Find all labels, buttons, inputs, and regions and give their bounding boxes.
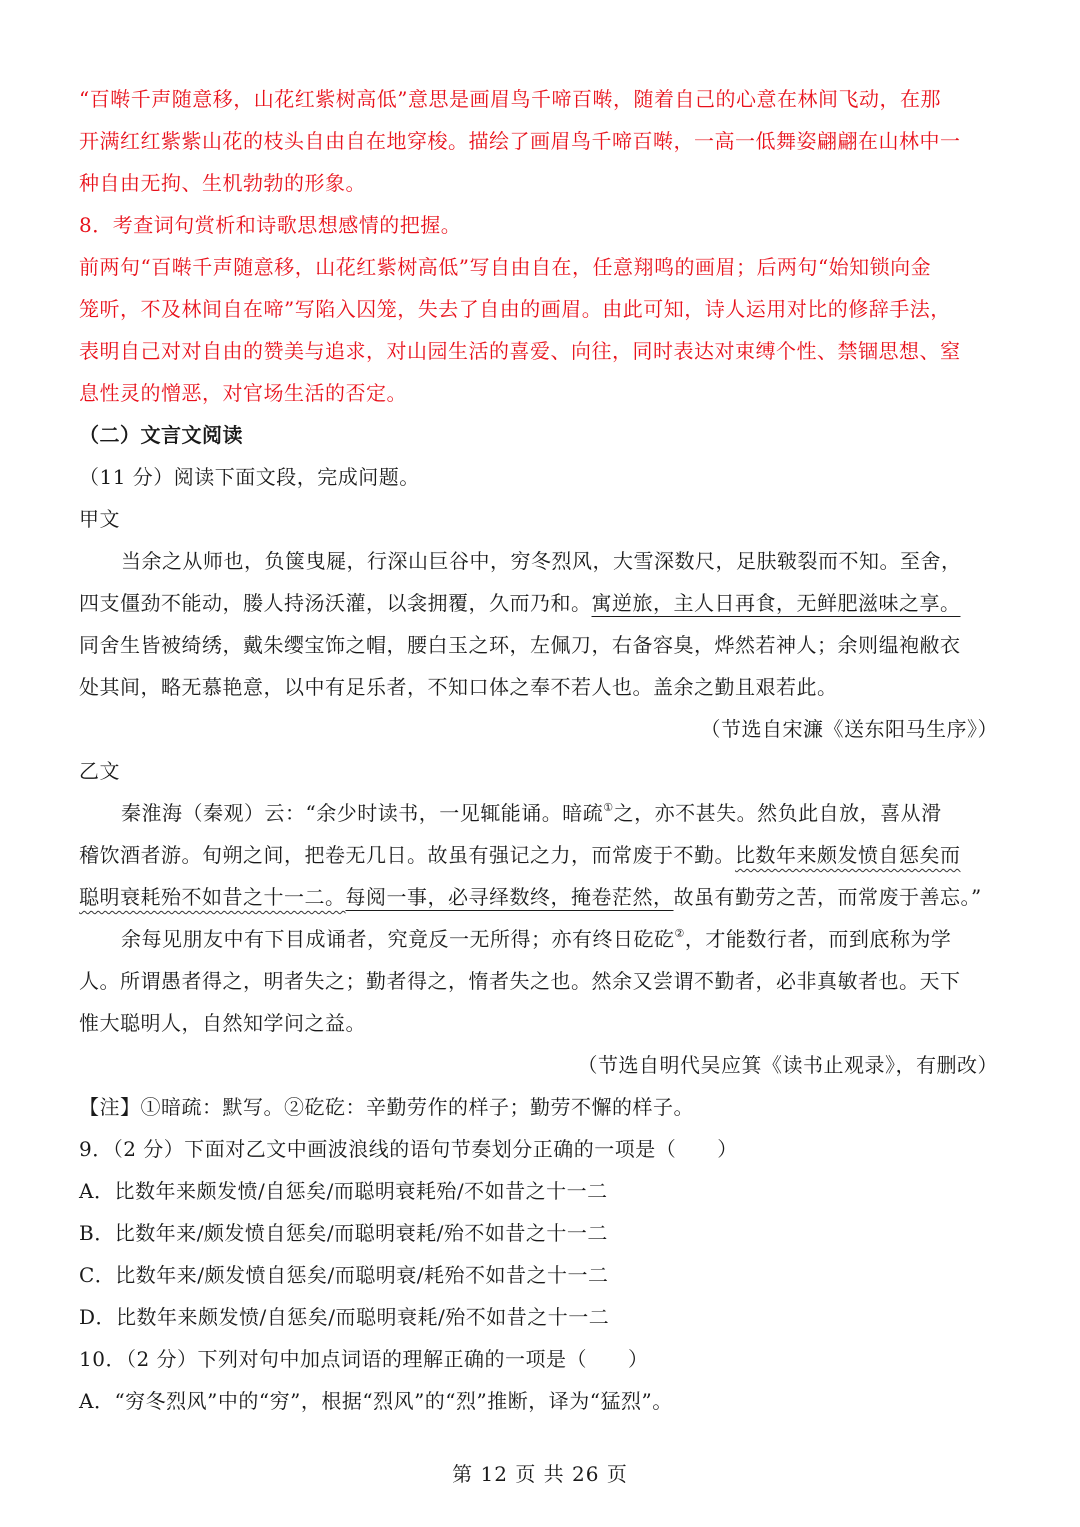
underlined-sentence: 寓逆旅，主人日再食，无鲜肥滋味之享。: [591, 591, 961, 615]
page-footer: 第 12 页 共 26 页: [452, 1462, 628, 1486]
section-instruction: （11 分）阅读下面文段，完成问题。: [79, 465, 420, 489]
answer-line: 开满红红紫紫山花的枝头自由自在地穿梭。描绘了画眉鸟千啼百啭，一高一低舞姿翩翩在山林中一: [79, 129, 961, 153]
passage-text: 稽饮酒者游。旬朔之间，把卷无几日。故虽有强记之力，而常废于不勤。: [79, 843, 735, 867]
passage-source: （节选自宋濂《送东阳马生序》）: [700, 717, 998, 741]
passage-line: [79, 792, 1004, 834]
passage-line: [79, 834, 1004, 876]
question-option: A．“穷冬烈风”中的“穷”，根据“烈风”的“烈”推断，译为“猛烈”。: [79, 1389, 673, 1413]
question-stem: 9．（2 分）下面对乙文中画波浪线的语句节奏划分正确的一项是（ ）: [79, 1137, 738, 1161]
question-option: C．比数年来/颇发愤自惩矣/而聪明衰/耗殆不如昔之十一二: [79, 1263, 609, 1287]
answer-line: 前两句“百啭千声随意移，山花红紫树高低”写自由自在，任意翔鸣的画眉；后两句“始知锁向金: [79, 255, 932, 279]
answer-explanation: [79, 78, 1004, 414]
passage-line: 当余之从师也，负箧曳屣，行深山巨谷中，穷冬烈风，大雪深数尺，足肤皲裂而不知。至舍，: [121, 549, 962, 573]
footnote-marker: ②: [674, 927, 685, 940]
passage-jia-label: 甲文: [79, 507, 120, 531]
passage-text: 之，亦不甚失。然负此自放，喜从滑: [613, 801, 942, 825]
passage-text: 四支僵劲不能动，媵人持汤沃灌，以衾拥覆，久而乃和。: [79, 591, 592, 615]
underlined-sentence: 每阅一事，必寻绎数终，掩卷茫然，: [345, 885, 674, 909]
passage-line: [79, 582, 1004, 624]
passage-line: 惟大聪明人，自然知学问之益。: [79, 1011, 366, 1035]
question-option: A．比数年来颇发愤/自惩矣/而聪明衰耗殆/不如昔之十一二: [79, 1179, 608, 1203]
passage-yi: [79, 792, 1004, 1086]
question-option: D．比数年来颇发愤/自惩矣/而聪明衰耗/殆不如昔之十一二: [79, 1305, 610, 1329]
answer-line: 8．考查词句赏析和诗歌思想感情的把握。: [79, 213, 462, 237]
question-9: [79, 1128, 1004, 1338]
passage-yi-label: 乙文: [79, 759, 120, 783]
document-page: [79, 78, 1004, 1422]
answer-line: 息性灵的憎恶，对官场生活的否定。: [79, 381, 407, 405]
passage-line: 同舍生皆被绮绣，戴朱缨宝饰之帽，腰白玉之环，左佩刀，右备容臭，烨然若神人；余则缊袍敝衣: [79, 633, 961, 657]
footnote-marker: ①: [603, 801, 614, 814]
wavy-underlined-sentence: 比数年来颇发愤自惩矣而: [735, 843, 961, 867]
question-stem: 10．（2 分）下列对句中加点词语的理解正确的一项是（ ）: [79, 1347, 649, 1371]
answer-line: 笼听，不及林间自在啼”写陷入囚笼，失去了自由的画眉。由此可知，诗人运用对比的修辞手法，: [79, 297, 951, 321]
answer-line: 表明自己对对自由的赞美与追求，对山园生活的喜爱、向往，同时表达对束缚个性、禁锢思想、窒: [79, 339, 961, 363]
passage-line: [79, 918, 1004, 960]
passage-source: （节选自明代吴应箕《读书止观录》，有删改）: [577, 1053, 998, 1077]
answer-line: 种自由无拘、生机勃勃的形象。: [79, 171, 366, 195]
section-heading: （二）文言文阅读: [79, 423, 243, 447]
passage-line: 人。所谓愚者得之，明者失之；勤者得之，惰者失之也。然余又尝谓不勤者，必非真敏者也。天下: [79, 969, 961, 993]
annotation-note: 【注】①暗疏：默写。②矻矻：辛勤劳作的样子；勤劳不懈的样子。: [79, 1095, 694, 1119]
passage-text: ，才能数行者，而到底称为学: [684, 927, 952, 951]
passage-line: 处其间，略无慕艳意，以中有足乐者，不知口体之奉不若人也。盖余之勤且艰若此。: [79, 675, 838, 699]
answer-line: “百啭千声随意移，山花红紫树高低”意思是画眉鸟千啼百啭，随着自己的心意在林间飞动，在那: [79, 87, 941, 111]
question-10: [79, 1338, 1004, 1422]
question-option: B．比数年来/颇发愤自惩矣/而聪明衰耗/殆不如昔之十一二: [79, 1221, 608, 1245]
passage-text: 故虽有勤劳之苦，而常废于善忘。”: [673, 885, 982, 909]
passage-line: [79, 876, 1004, 918]
passage-text: 余每见朋友中有下目成诵者，究竟反一无所得；亦有终日矻矻: [121, 927, 675, 951]
wavy-underlined-sentence: 聪明衰耗殆不如昔之十一二。: [79, 885, 346, 909]
passage-text: 秦淮海（秦观）云：“余少时读书，一见辄能诵。暗疏: [121, 801, 604, 825]
passage-jia: [79, 540, 1004, 750]
